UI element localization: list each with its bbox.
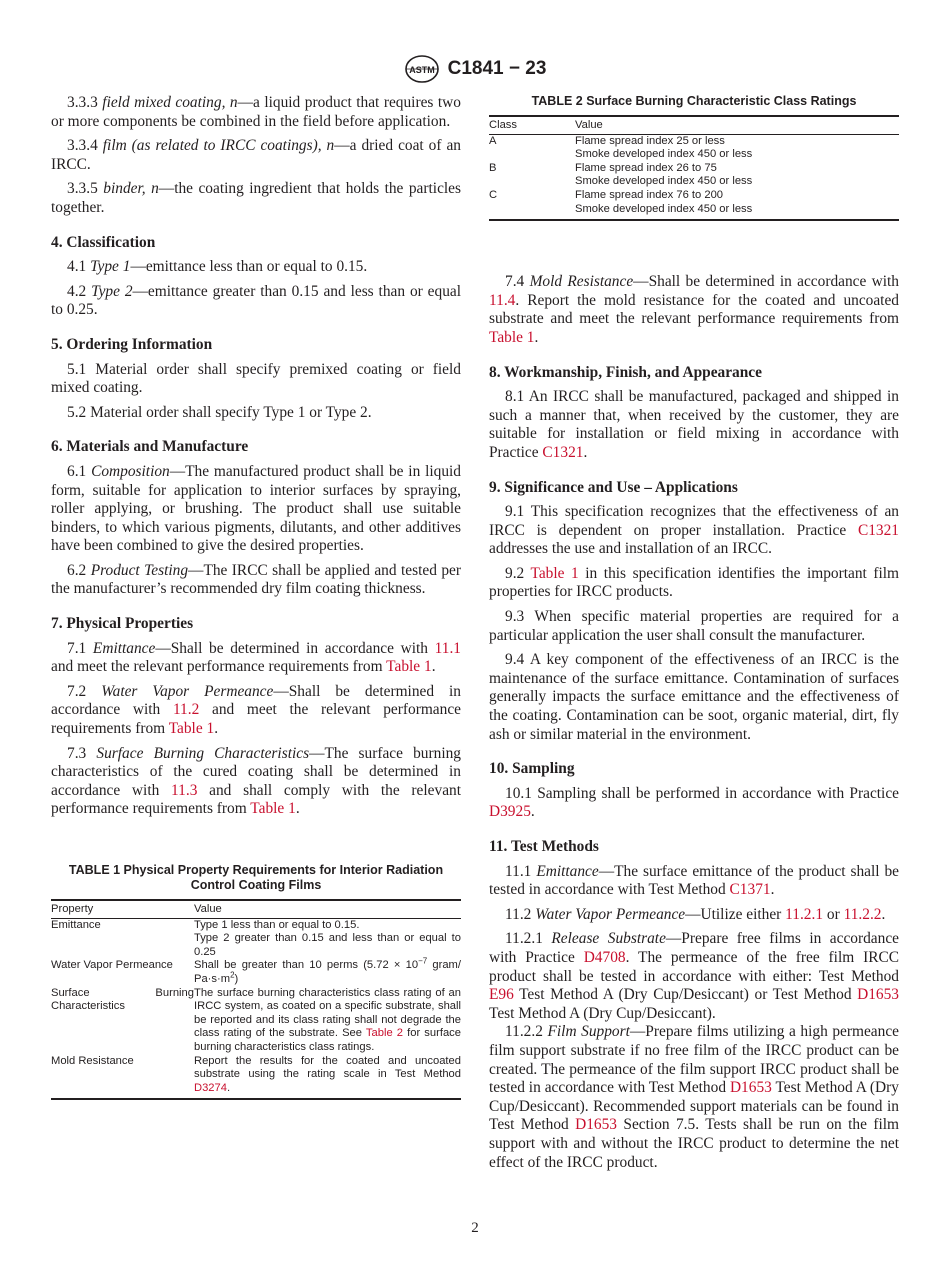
heading-sampling: 10. Sampling (489, 760, 575, 778)
section-9-4: 9.4 A key component of the effectiveness of an IRCC is the maintenance of the surface emittance. Contamination of surfaces generally impacts the surface emittance and the effectiveness of the coating. Contamination can be soot, organic material, dirt, fly ash or similar material in the environment. (489, 651, 899, 743)
section-11-2-2: 11.2.2 Film Support—Prepare films utilizing a high permeance film support substrate if no free film of the IRCC product can be created. The permeance of the film support IRCC product shall be tested in accordance with Test Method D1653 Test Method A (Dry Cup/Desiccant). Recommended support materials can be found in Test Method D1653 Section 7.5. Tests shall be run on the film support with and without the IRCC product to determine the net effect of the IRCC product. (489, 1023, 899, 1171)
heading-workmanship: 8. Workmanship, Finish, and Appearance (489, 363, 762, 381)
heading-ordering-information: 5. Ordering Information (51, 335, 213, 353)
section-11-2-1: 11.2.1 Release Substrate—Prepare free films in accordance with Practice D4708. The permeance of the free film IRCC product shall be tested in accordance with either: Test Method E96 Test Method A (Dry Cup/Desiccant) or Test Method D1653 Test Method A (Dry Cup/Desiccant). (489, 930, 899, 1022)
table-1-header-value: Value (194, 900, 461, 918)
table-row: Surface Burning Characteristics The surface burning characteristics class rating of an IRCC system, as coated on a specific substrate, shall be reported and its class rating shall not degrade the class rating of the substrate. See Table 2 for surface burning characteristics class ratings. (51, 986, 461, 1053)
section-8-1: 8.1 An IRCC shall be manufactured, packaged and shipped in such a manner that, when received by the customer, they are suitable for installation or field mixing in accordance with Practice C1321. (489, 388, 899, 461)
link-d1653[interactable]: D1653 (857, 986, 899, 1004)
link-table-2[interactable]: Table 2 (365, 1027, 404, 1040)
link-e96[interactable]: E96 (489, 986, 514, 1004)
section-3-3-4: 3.3.4 film (as related to IRCC coatings), n—a dried coat of an IRCC. (51, 137, 461, 173)
section-10-1: 10.1 Sampling shall be performed in accordance with Practice D3925. (489, 784, 899, 821)
table-1-title: TABLE 1 Physical Property Requirements for Interior Radiation Control Coating Films (68, 863, 444, 892)
heading-materials-manufacture: 6. Materials and Manufacture (51, 438, 249, 456)
section-5-1: 5.1 Material order shall specify premixed coating or field mixed coating. (51, 360, 461, 397)
link-11-2-2[interactable]: 11.2.2 (843, 905, 882, 923)
document-designation: C1841 − 23 (447, 58, 547, 79)
link-11-2[interactable]: 11.2 (172, 701, 200, 719)
section-4-1: 4.1 Type 1—emittance less than or equal to 0.15. (67, 258, 368, 276)
link-11-3[interactable]: 11.3 (171, 781, 198, 799)
section-3-3-5: 3.3.5 binder, n—the coating ingredient that holds the particles together. (51, 180, 461, 216)
heading-significance-use: 9. Significance and Use – Applications (489, 478, 738, 496)
section-11-1: 11.1 Emittance—The surface emittance of the product shall be tested in accordance with Test Method C1371. (489, 862, 899, 899)
table-2-header-value: Value (575, 116, 899, 134)
section-9-2: 9.2 Table 1 in this specification identifies the important film properties for IRCC products. (489, 564, 899, 601)
section-9-3: 9.3 When specific material properties are required for a particular application the user shall consult the manufacturer. (489, 608, 899, 644)
heading-classification: 4. Classification (51, 233, 156, 251)
page-number: 2 (471, 1220, 479, 1236)
link-table-1[interactable]: Table 1 (489, 328, 535, 346)
link-c1371[interactable]: C1371 (729, 881, 771, 899)
table-row: A Flame spread index 25 or less Smoke developed index 450 or less (489, 134, 753, 161)
section-6-1: 6.1 Composition—The manufactured product shall be in liquid form, suitable for application to interior surfaces by spraying, roller applying, or brushing. The product shall use suitable binders, to which various pigments, dilutants, and other additives have been combined to give the desired properties. (51, 462, 461, 555)
page-header (0, 54, 950, 84)
table-2-header-class: Class (489, 116, 575, 134)
table-row: Emittance Type 1 less than or equal to 0.15. Type 2 greater than 0.15 and less than or equal to 0.25 (51, 918, 461, 958)
table-row: B Flame spread index 26 to 75 Smoke developed index 450 or less (489, 161, 753, 188)
section-3-3-3: 3.3.3 field mixed coating, n—a liquid product that requires two or more components be combined in the field before application. (51, 94, 461, 130)
link-d1653[interactable]: D1653 (729, 1079, 772, 1097)
section-5-2: 5.2 Material order shall specify Type 1 or Type 2. (67, 403, 372, 421)
link-table-1[interactable]: Table 1 (168, 720, 215, 738)
section-7-4: 7.4 Mold Resistance—Shall be determined in accordance with 11.4. Report the mold resistance for the coated and uncoated substrate and meet the relevant performance requirements from Table 1. (489, 273, 899, 346)
section-11-2: 11.2 Water Vapor Permeance—Utilize either 11.2.1 or 11.2.2. (505, 905, 886, 923)
section-7-1: 7.1 Emittance—Shall be determined in accordance with 11.1 and meet the relevant performance requirements from Table 1. (51, 639, 461, 676)
section-9-1: 9.1 This specification recognizes that the effectiveness of an IRCC is dependent on proper installation. Practice C1321 addresses the use and installation of an IRCC. (489, 503, 899, 558)
link-table-1[interactable]: Table 1 (386, 658, 432, 676)
link-table-1[interactable]: Table 1 (530, 564, 579, 582)
section-6-2: 6.2 Product Testing—The IRCC shall be applied and tested per the manufacturer’s recommended dry film coating thickness. (51, 561, 461, 598)
table-1 (51, 899, 461, 1100)
table-row: Water Vapor Permeance Shall be greater than 10 perms ($5.72 \times 10^{-7}$ gram/ $Pa\cdot s\cdot m^2$) (51, 956, 461, 985)
table-row: C Flame spread index 76 to 200 Smoke developed index 450 or less (489, 188, 753, 215)
section-7-2: 7.2 Water Vapor Permeance—Shall be determined in accordance with 11.2 and meet the relevant performance requirements from Table 1. (51, 682, 461, 738)
link-d3925[interactable]: D3925 (489, 803, 531, 821)
link-c1321[interactable]: C1321 (857, 521, 899, 539)
link-11-1[interactable]: 11.1 (434, 639, 461, 657)
link-c1321[interactable]: C1321 (542, 443, 584, 461)
link-d4708[interactable]: D4708 (583, 948, 626, 966)
link-d1653[interactable]: D1653 (575, 1116, 618, 1134)
section-7-3: 7.3 Surface Burning Characteristics—The surface burning characteristics of the cured coating shall be determined in accordance with 11.3 and shall comply with the relevant performance requirements from Table 1. (51, 744, 461, 818)
table-2-title: TABLE 2 Surface Burning Characteristic Class Ratings (531, 94, 857, 108)
heading-physical-properties: 7. Physical Properties (51, 615, 194, 633)
link-11-4[interactable]: 11.4 (489, 291, 516, 309)
logo-text: ASTM (408, 65, 435, 75)
section-4-2: 4.2 Type 2—emittance greater than 0.15 and less than or equal to 0.25. (51, 282, 461, 319)
heading-test-methods: 11. Test Methods (489, 838, 599, 855)
table-row: Mold Resistance Report the results for the coated and uncoated substrate using the rating scale in Test Method D3274. (51, 1054, 461, 1094)
astm-logo-icon (404, 54, 440, 84)
table-2 (489, 115, 899, 221)
left-column (51, 94, 461, 1100)
link-d3274[interactable]: D3274 (194, 1081, 227, 1094)
link-table-1[interactable]: Table 1 (250, 800, 296, 818)
right-column (489, 94, 899, 1178)
link-11-2-1[interactable]: 11.2.1 (785, 905, 824, 923)
table-1-header-property: Property (51, 900, 194, 918)
